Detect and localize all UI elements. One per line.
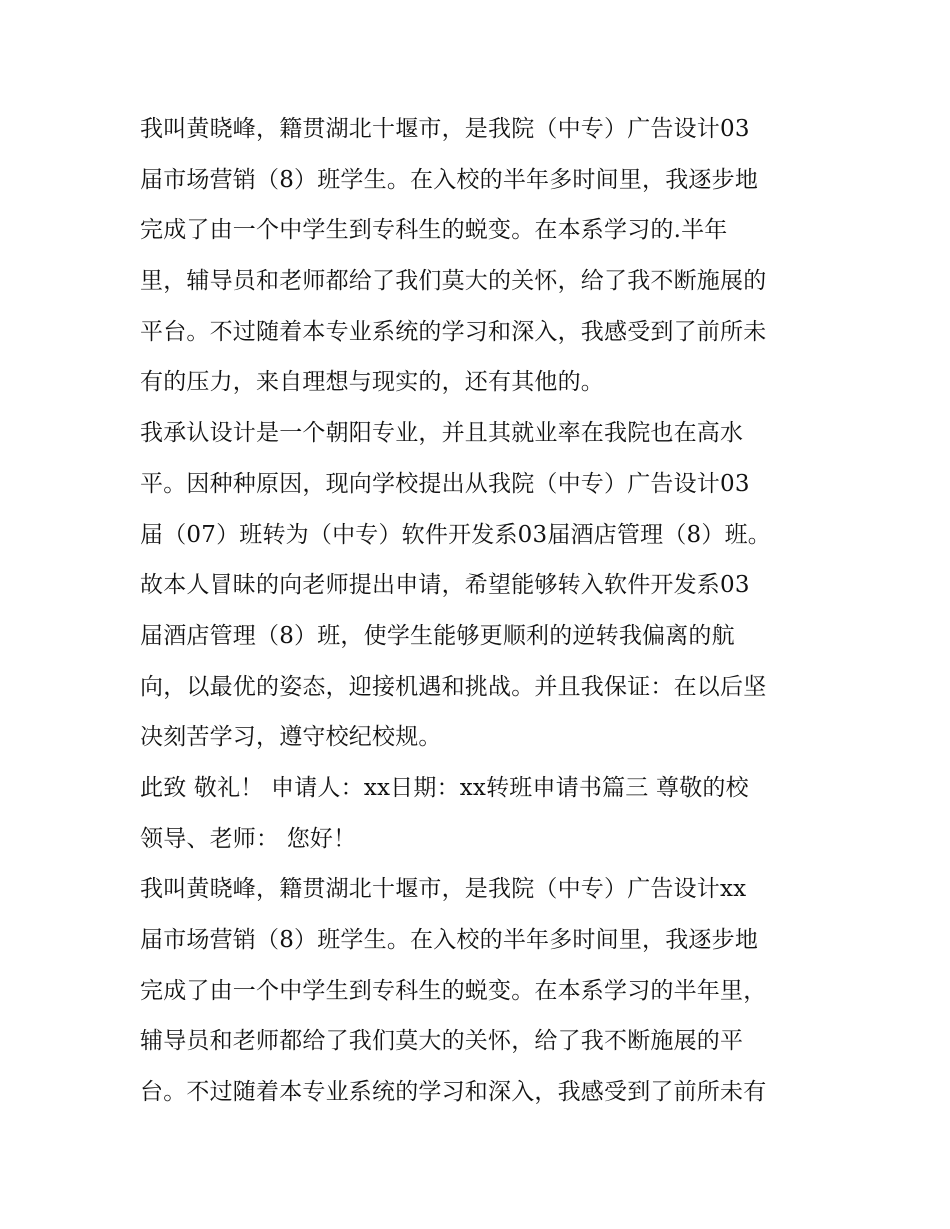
text-line-18: 完成了由一个中学生到专科生的蜕变。在本系学习的半年里， [140, 977, 767, 1004]
document-body [140, 104, 840, 1118]
text-line-15: 领导、老师： 您好！ [140, 825, 357, 852]
text-line-4: 里，辅导员和老师都给了我们莫大的关怀，给了我不断施展的 [140, 268, 767, 295]
text-line-5: 平台。不过随着本专业系统的学习和深入，我感受到了前所未 [140, 318, 767, 345]
text-line-12: 向，以最优的姿态，迎接机遇和挑战。并且我保证：在以后坚 [140, 673, 767, 700]
text-line-14: 此致 敬礼！ 申请人：xx日期：xx转班申请书篇三 尊敬的校 [140, 774, 749, 801]
text-line-10: 故本人冒昧的向老师提出申请，希望能够转入软件开发系03 [140, 572, 750, 599]
text-line-7: 我承认设计是一个朝阳专业，并且其就业率在我院也在高水 [140, 420, 744, 447]
text-line-2: 届市场营销（8）班学生。在入校的半年多时间里，我逐步地 [140, 166, 759, 193]
text-line-17: 届市场营销（8）班学生。在入校的半年多时间里，我逐步地 [140, 927, 759, 953]
text-line-20: 台。不过随着本专业系统的学习和深入，我感受到了前所未有 [140, 1079, 767, 1106]
text-line-6: 有的压力，来自理想与现实的，还有其他的。 [140, 369, 604, 396]
text-line-13: 决刻苦学习，遵守校纪校规。 [140, 724, 442, 751]
text-line-16: 我叫黄晓峰，籍贯湖北十堰市，是我院（中专）广告设计xx [140, 876, 747, 903]
text-line-1: 我叫黄晓峰，籍贯湖北十堰市，是我院（中专）广告设计03 [140, 116, 750, 142]
text-line-8: 平。因种种原因，现向学校提出从我院（中专）广告设计03 [140, 470, 750, 497]
text-line-11: 届酒店管理（8）班，使学生能够更顺利的逆转我偏离的航 [140, 622, 735, 649]
text-line-3: 完成了由一个中学生到专科生的蜕变。在本系学习的.半年 [140, 217, 728, 244]
text-line-9: 届（07）班转为（中专）软件开发系03届酒店管理（8）班。 [140, 521, 771, 548]
text-line-19: 辅导员和老师都给了我们莫大的关怀，给了我不断施展的平 [140, 1028, 744, 1055]
